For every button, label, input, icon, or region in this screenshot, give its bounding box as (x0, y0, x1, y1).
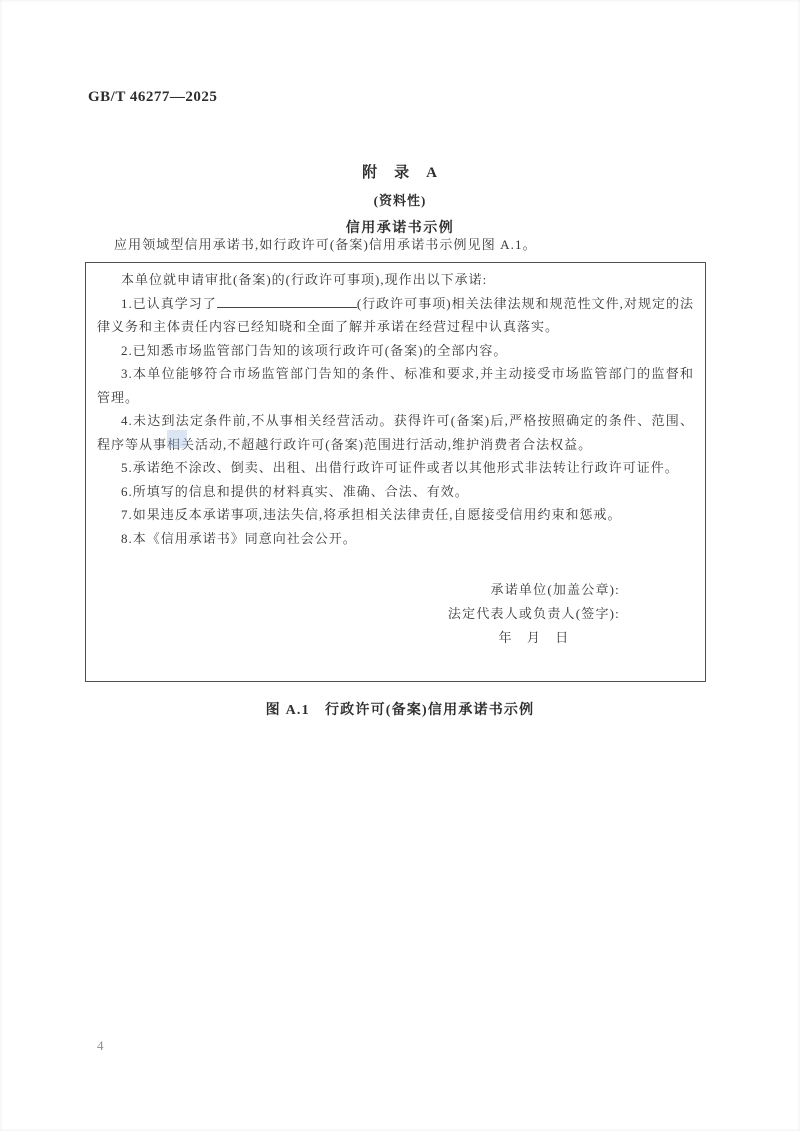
commitment-item-1 (97, 292, 694, 339)
appendix-title-block (0, 161, 800, 237)
commitment-item-5: 5.承诺绝不涂改、倒卖、出租、出借行政许可证件或者以其他形式非法转让行政许可证件。 (121, 460, 679, 475)
commitment-item-8: 8.本《信用承诺书》同意向社会公开。 (121, 530, 357, 546)
commitment-item-3: 3.本单位能够符合市场监管部门告知的条件、标准和要求,并主动接受市场监管部门的监督和管理。 (97, 366, 694, 405)
signature-block (448, 578, 620, 650)
appendix-subtitle: (资料性) (373, 193, 427, 208)
figure-caption: 图 A.1 行政许可(备案)信用承诺书示例 (265, 703, 535, 718)
commitment-item-6: 6.所填写的信息和提供的材料真实、准确、合法、有效。 (121, 483, 469, 499)
appendix-heading: 信用承诺书示例 (345, 221, 455, 236)
signature-date-line: 年 月 日 (498, 630, 570, 645)
page-number: 4 (97, 1038, 104, 1053)
signature-unit-line: 承诺单位(加盖公章): (490, 582, 620, 597)
signature-representative-line: 法定代表人或负责人(签字): (447, 606, 620, 621)
appendix-title: 附 录 A (362, 165, 438, 181)
commitment-item-1-pre: 1.已认真学习了 (121, 295, 217, 311)
intro-paragraph: 应用领域型信用承诺书,如行政许可(备案)信用承诺书示例见图 A.1。 (114, 237, 537, 252)
commitment-item-1-post: (行政许可事项)相关法律法规和规范性文件,对规定的法律义务和主体责任内容已经知晓和全面了解并承诺在经营过程中认真落实。 (97, 295, 694, 334)
commitment-item-4: 4.未达到法定条件前,不从事相关经营活动。获得许可(备案)后,严格按照确定的条件、范围、程序等从事相关活动,不超越行政许可(备案)范围进行活动,维护消费者合法权益。 (97, 413, 694, 452)
standard-number: GB/T 46277—2025 (88, 89, 218, 105)
commitment-item-2: 2.已知悉市场监管部门告知的该项行政许可(备案)的全部内容。 (121, 342, 508, 358)
fill-in-blank-line (217, 296, 357, 308)
commitment-opening: 本单位就申请审批(备案)的(行政许可事项),现作出以下承诺: (121, 272, 488, 287)
commitment-letter-box (85, 262, 706, 682)
commitment-item-7: 7.如果违反本承诺事项,违法失信,将承担相关法律责任,自愿接受信用约束和惩戒。 (121, 507, 622, 522)
